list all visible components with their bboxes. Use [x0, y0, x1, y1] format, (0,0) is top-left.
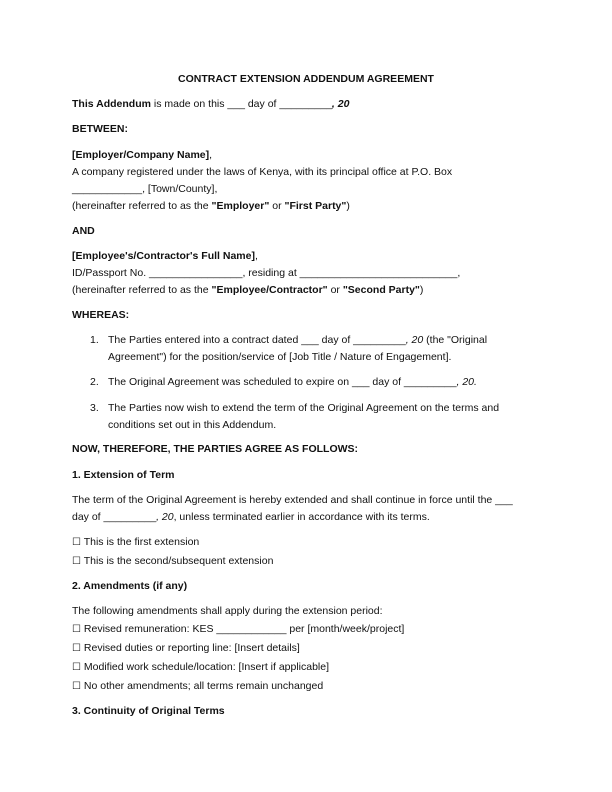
checkbox-icon[interactable]: ☐	[72, 556, 81, 567]
checkbox-option[interactable]	[72, 621, 404, 638]
whereas-item-text: The Parties entered into a contract dated ___ day of _________	[108, 334, 406, 346]
whereas-heading: WHEREAS:	[72, 309, 130, 321]
whereas-item-number: 2.	[90, 376, 99, 388]
whereas-item-text: The Original Agreement was scheduled to expire on ___ day of _________	[108, 376, 457, 388]
employee-name-line	[72, 248, 258, 265]
intro-year: , 20	[331, 98, 350, 110]
section2-intro: The following amendments shall apply during the extension period:	[72, 605, 383, 617]
employer-ref-prefix: (hereinafter referred to as the	[72, 200, 212, 212]
checkbox-label: This is the first extension	[83, 536, 200, 548]
checkbox-icon[interactable]: ☐	[72, 681, 81, 692]
checkbox-option[interactable]	[72, 659, 329, 676]
whereas-item-line2: conditions set out in this Addendum.	[108, 419, 277, 431]
employer-ref-suffix: )	[346, 200, 350, 212]
checkbox-label: No other amendments; all terms remain unchanged	[83, 680, 324, 692]
checkbox-option[interactable]	[72, 640, 300, 657]
checkbox-icon[interactable]: ☐	[72, 624, 81, 635]
checkbox-label: Revised duties or reporting line: [Insert details]	[83, 642, 300, 654]
checkbox-icon[interactable]: ☐	[72, 643, 81, 654]
employer-ref-mid: or	[269, 200, 285, 212]
whereas-item-line1	[108, 374, 477, 391]
document-title: CONTRACT EXTENSION ADDENDUM AGREEMENT	[178, 73, 434, 85]
checkbox-option[interactable]	[72, 553, 273, 570]
employer-line1: A company registered under the laws of Kenya, with its principal office at P.O. Box	[72, 166, 453, 178]
employer-name-line	[72, 147, 212, 164]
employee-line1: ID/Passport No. ________________, residing at ___________________________,	[72, 267, 461, 279]
employer-reference	[72, 198, 350, 215]
employee-ref-bold2: "Second Party"	[342, 284, 420, 296]
checkbox-option[interactable]	[72, 678, 323, 695]
checkbox-icon[interactable]: ☐	[72, 662, 81, 673]
whereas-item-number: 3.	[90, 402, 99, 414]
whereas-item-line1	[108, 332, 487, 349]
employee-ref-prefix: (hereinafter referred to as the	[72, 284, 212, 296]
whereas-item-text-end: (the "Original	[423, 334, 488, 346]
whereas-item-year: , 20	[405, 334, 424, 346]
employee-ref-bold1: "Employee/Contractor"	[211, 284, 328, 296]
employee-ref-suffix: )	[419, 284, 424, 296]
checkbox-option[interactable]	[72, 534, 199, 551]
intro-text: is made on this ___ day of _________	[150, 98, 332, 110]
section1-heading: 1. Extension of Term	[72, 469, 175, 481]
employee-name: [Employee's/Contractor's Full Name]	[72, 250, 255, 262]
section2-heading: 2. Amendments (if any)	[72, 580, 188, 592]
checkbox-icon[interactable]: ☐	[72, 537, 81, 548]
checkbox-label: Revised remuneration: KES ____________ per [month/week/project]	[83, 623, 405, 635]
section1-paragraph-line2	[72, 509, 430, 526]
employer-ref-bold2: "First Party"	[284, 200, 347, 212]
intro-paragraph	[72, 96, 349, 113]
checkbox-label: Modified work schedule/location: [Insert if applicable]	[83, 661, 330, 673]
employee-ref-mid: or	[327, 284, 343, 296]
employer-line2: ____________, [Town/County],	[72, 183, 218, 195]
whereas-item-number: 1.	[90, 334, 99, 346]
and-heading: AND	[72, 225, 95, 237]
whereas-item-year: , 20.	[456, 376, 477, 388]
checkbox-label: This is the second/subsequent extension	[83, 555, 274, 567]
whereas-item-line1: The Parties now wish to extend the term of the Original Agreement on the terms and	[108, 402, 500, 414]
section3-heading: 3. Continuity of Original Terms	[72, 705, 225, 717]
employee-reference	[72, 282, 423, 299]
section1-year: , 20	[156, 511, 174, 523]
employee-name-suffix: ,	[254, 250, 258, 262]
employer-name-suffix: ,	[209, 149, 213, 161]
employer-ref-bold1: "Employer"	[211, 200, 270, 212]
section1-text: day of _________	[72, 511, 157, 523]
between-heading: BETWEEN:	[72, 123, 128, 135]
intro-bold: This Addendum	[72, 98, 151, 110]
now-therefore-heading: NOW, THEREFORE, THE PARTIES AGREE AS FOLLOWS:	[72, 443, 359, 455]
employer-name: [Employer/Company Name]	[72, 149, 210, 161]
section1-paragraph-line1: The term of the Original Agreement is hereby extended and shall continue in force until the ___	[72, 494, 513, 506]
section1-text-end: , unless terminated earlier in accordance with its terms.	[173, 511, 430, 523]
whereas-item-line2: Agreement") for the position/service of [Job Title / Nature of Engagement].	[108, 351, 452, 363]
